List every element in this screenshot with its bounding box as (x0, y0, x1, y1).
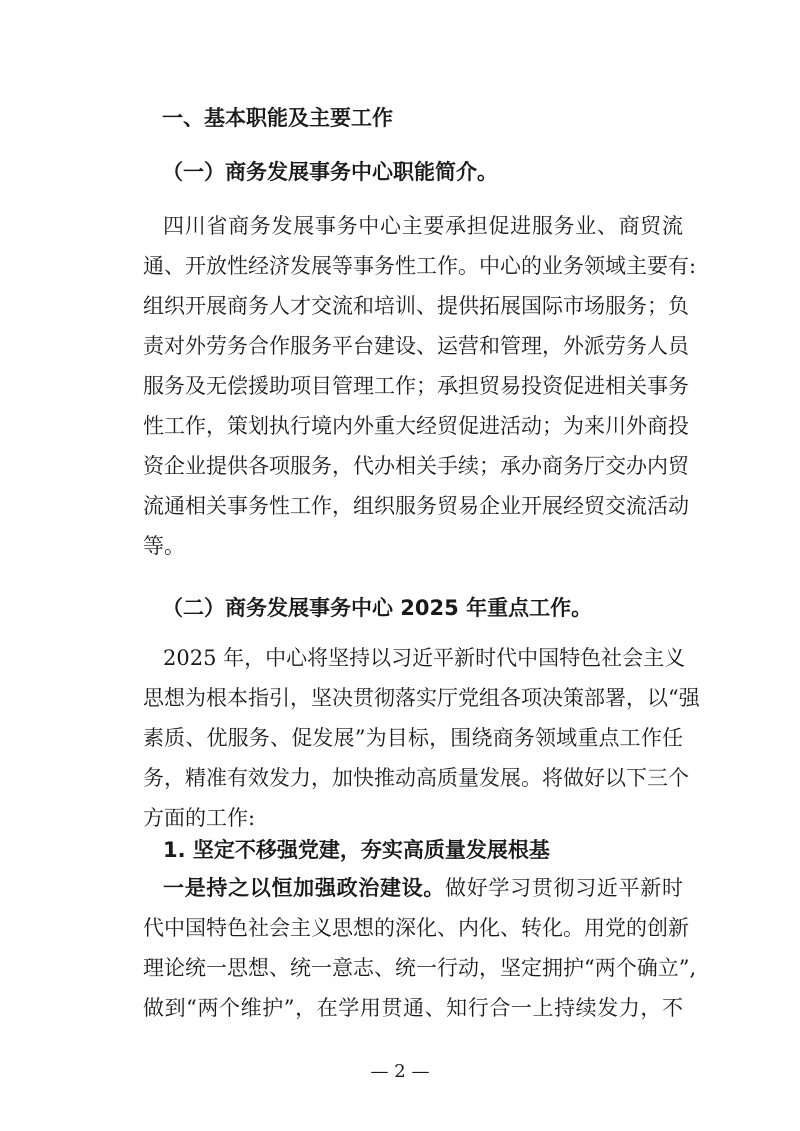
paragraph-line: 务，精准有效发力，加快推动高质量发展。将做好以下三个 (143, 766, 689, 790)
heading-basic-functions: 一、基本职能及主要工作 (162, 106, 393, 130)
paragraph-line: 方面的工作: (143, 806, 256, 830)
paragraph-line: 做到“两个维护”，在学用贯通、知行合一上持续发力，不 (143, 996, 683, 1020)
section-title-center-functions: （一）商务发展事务中心职能简介。 (162, 160, 498, 184)
paragraph-line: 代中国特色社会主义思想的深化、内化、转化。用党的创新 (143, 916, 689, 940)
paragraph-line: 四川省商务发展事务中心主要承担促进服务业、商贸流 (163, 214, 683, 238)
paragraph-line: 等。 (143, 534, 185, 558)
paragraph-line (163, 868, 683, 908)
section-title-2025-key-work: （二）商务发展事务中心 2025 年重点工作。 (162, 596, 593, 620)
paragraph-line: 理论统一思想、统一意志、统一行动，坚定拥护“两个确立”, (143, 956, 697, 980)
paragraph-line: 2025 年，中心将坚持以习近平新时代中国特色社会主义 (163, 646, 686, 670)
lead-rest: 做好学习贯彻习近平新时 (445, 876, 684, 900)
subsection-title-party-building: 1. 坚定不移强党建，夯实高质量发展根基 (163, 838, 550, 862)
paragraph-line: 资企业提供各项服务，代办相关手续；承办商务厅交办内贸 (143, 454, 689, 478)
paragraph-line: 性工作，策划执行境内外重大经贸促进活动；为来川外商投 (143, 414, 689, 438)
paragraph-line: 责对外劳务合作服务平台建设、运营和管理，外派劳务人员 (143, 334, 689, 358)
paragraph-line: 思想为根本指引，坚决贯彻落实厅党组各项决策部署，以“强 (143, 686, 700, 710)
paragraph-line: 服务及无偿援助项目管理工作；承担贸易投资促进相关事务 (143, 374, 689, 398)
paragraph-line: 组织开展商务人才交流和培训、提供拓展国际市场服务；负 (143, 294, 689, 318)
paragraph-line: 通、开放性经济发展等事务性工作。中心的业务领域主要有: (143, 254, 697, 278)
paragraph-line: 流通相关事务性工作，组织服务贸易企业开展经贸交流活动 (143, 494, 689, 518)
page-number: — 2 — (370, 1061, 430, 1082)
lead-phrase: 一是持之以恒加强政治建设。 (163, 876, 446, 900)
paragraph-line: 素质、优服务、促发展”为目标，围绕商务领域重点工作任 (143, 726, 683, 750)
